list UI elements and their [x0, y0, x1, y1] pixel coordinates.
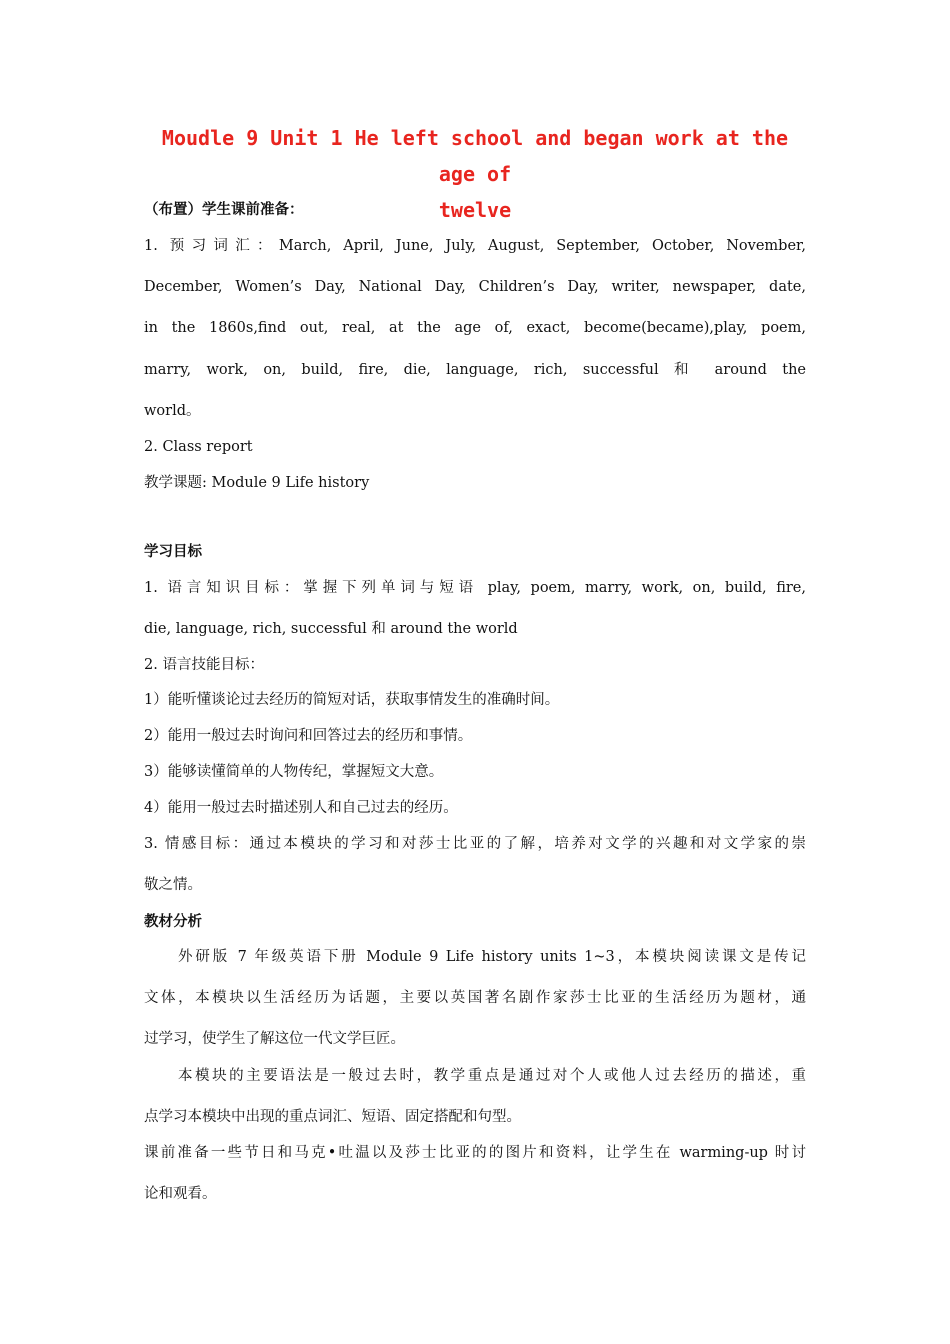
goals-line-4: 1）能听懂谈论过去经历的简短对话，获取事情发生的准确时间。	[144, 692, 560, 708]
goals-line-6: 3）能够读懂简单的人物传纪，掌握短文大意。	[144, 764, 444, 780]
prep-line-3: in the 1860s,find out, real, at the age of, exact, become(became),play, poem,	[144, 320, 806, 336]
goals-line-1: 1. 语言知识目标：掌握下列单词与短语 play, poem, marry, work, on, build, fire,	[144, 580, 806, 596]
prep-line-5: world。	[144, 403, 201, 419]
goals-line-2: die, language, rich, successful 和 around the world	[144, 621, 518, 637]
analysis-line-2: 文体，本模块以生活经历为话题，主要以英国著名剧作家莎士比亚的生活经历为题材，通	[144, 990, 806, 1006]
analysis-line-7: 论和观看。	[144, 1186, 217, 1202]
title-line-2: twelve	[438, 198, 512, 222]
goals-line-8: 3. 情感目标：通过本模块的学习和对莎士比亚的了解，培养对文学的兴趣和对文学家的崇	[144, 836, 806, 852]
title-line-1: Moudle 9 Unit 1 He left school and began work at the age of	[161, 126, 789, 186]
goals-line-9: 敬之情。	[144, 877, 202, 893]
analysis-line-3: 过学习，使学生了解这位一代文学巨匠。	[144, 1031, 405, 1047]
goals-line-3: 2. 语言技能目标：	[144, 657, 264, 673]
goals-heading: 学习目标	[144, 544, 202, 560]
prep-line-6: 2. Class report	[144, 439, 253, 455]
topic-line: 教学课题: Module 9 Life history	[144, 475, 370, 491]
analysis-line-6: 课前准备一些节日和马克•吐温以及莎士比亚的的图片和资料，让学生在 warming-up 时讨	[144, 1145, 806, 1161]
prep-line-1: 1. 预习词汇：March, April, June, July, August, September, October, November,	[144, 238, 806, 254]
prep-line-4: marry, work, on, build, fire, die, language, rich, successful 和 around the	[144, 362, 806, 378]
prep-line-2: December, Women’s Day, National Day, Children’s Day, writer, newspaper, date,	[144, 279, 806, 295]
analysis-heading: 教材分析	[144, 914, 202, 930]
analysis-line-4: 本模块的主要语法是一般过去时，教学重点是通过对个人或他人过去经历的描述，重	[178, 1068, 806, 1084]
analysis-line-1: 外研版 7 年级英语下册 Module 9 Life history units 1~3，本模块阅读课文是传记	[178, 949, 806, 965]
goals-line-5: 2）能用一般过去时询问和回答过去的经历和事情。	[144, 728, 473, 744]
goals-line-7: 4）能用一般过去时描述别人和自己过去的经历。	[144, 800, 458, 816]
prep-heading: （布置）学生课前准备：	[144, 202, 304, 218]
analysis-line-5: 点学习本模块中出现的重点词汇、短语、固定搭配和句型。	[144, 1109, 521, 1125]
